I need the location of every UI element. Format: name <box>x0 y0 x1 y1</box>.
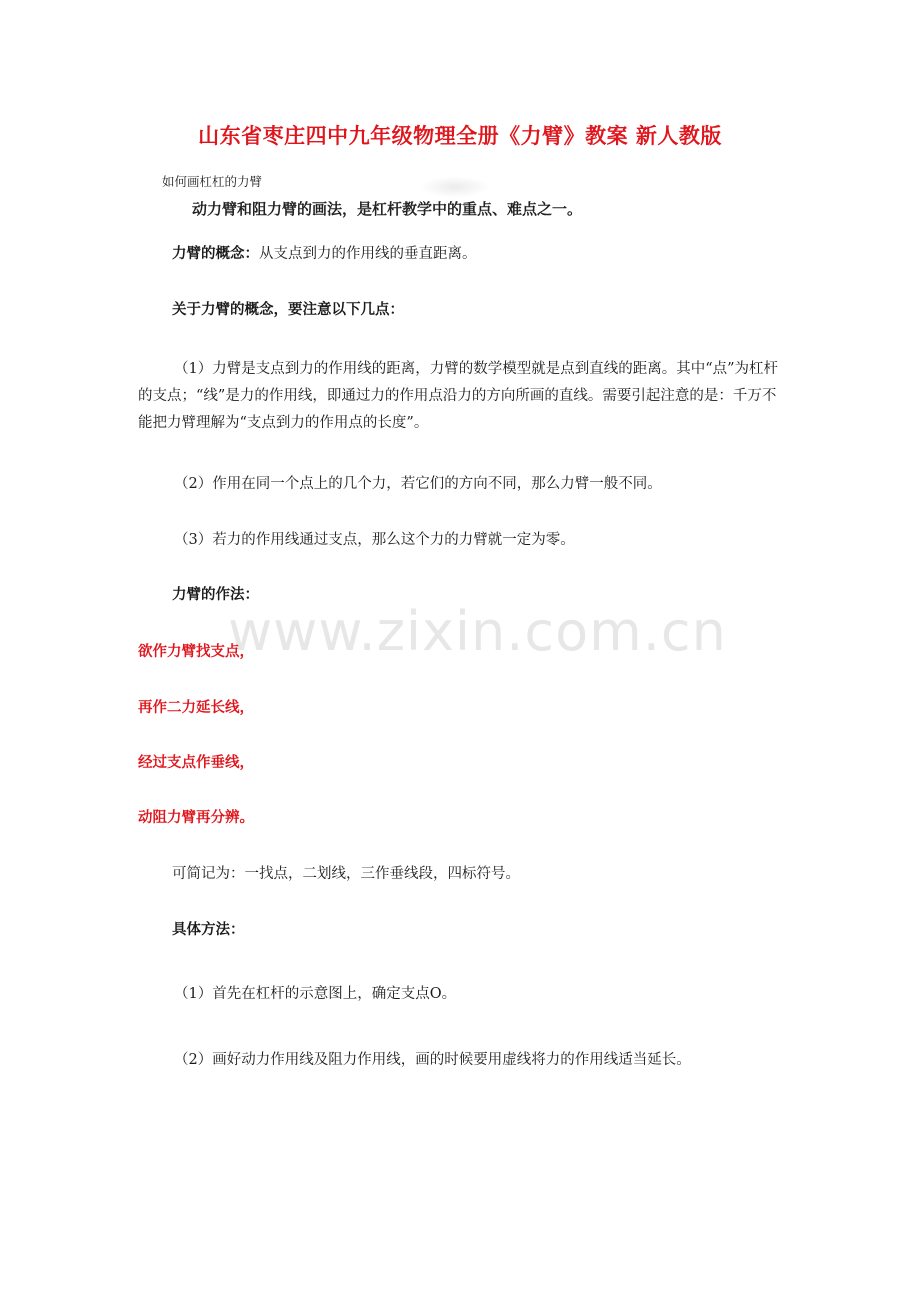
embedded-image-artifact <box>420 176 490 198</box>
rhyme-line-1: 欲作力臂找支点， <box>138 643 254 660</box>
note-1: （1）力臂是支点到力的作用线的距离，力臂的数学模型就是点到直线的距离。其中“点”为杠杆的支点；“线”是力的作用线，即通过力的作用点沿力的方向所画的直线。需要引起注意的是：千万不能把力臂理解为“支点到力的作用点的长度”。 <box>138 361 779 431</box>
summary-line: 可简记为：一找点，二划线，三作垂线段，四标符号。 <box>172 866 520 882</box>
step-1: （1）首先在杠杆的示意图上，确定支点O。 <box>174 986 457 1002</box>
watermark: www.zixin.com.cn <box>228 600 727 663</box>
note-2: （2）作用在同一个点上的几个力，若它们的方向不同，那么力臂一般不同。 <box>174 476 662 492</box>
document-title: 山东省枣庄四中九年级物理全册《力臂》教案 新人教版 <box>198 123 722 148</box>
notes-heading: 关于力臂的概念，要注意以下几点： <box>172 301 404 318</box>
specific-heading: 具体方法： <box>172 921 245 938</box>
rhyme-line-2: 再作二力延长线， <box>138 699 254 716</box>
note-3: （3）若力的作用线通过支点，那么这个力的力臂就一定为零。 <box>174 532 575 548</box>
concept-label: 力臂的概念： <box>172 245 259 262</box>
step-2: （2）画好动力作用线及阻力作用线，画的时候要用虚线将力的作用线适当延长。 <box>174 1052 691 1068</box>
method-heading: 力臂的作法： <box>172 586 259 603</box>
rhyme-line-4: 动阻力臂再分辨。 <box>138 809 254 826</box>
embedded-image-text: 动力臂和阻力臂的画法，是杠杆教学中的重点、难点之一。 <box>192 200 583 218</box>
rhyme-line-3: 经过支点作垂线， <box>138 754 254 771</box>
embedded-image-caption: 如何画杠杠的力臂 <box>162 174 263 189</box>
concept-text: 从支点到力的作用线的垂直距离。 <box>259 246 477 262</box>
concept-paragraph <box>172 244 477 264</box>
